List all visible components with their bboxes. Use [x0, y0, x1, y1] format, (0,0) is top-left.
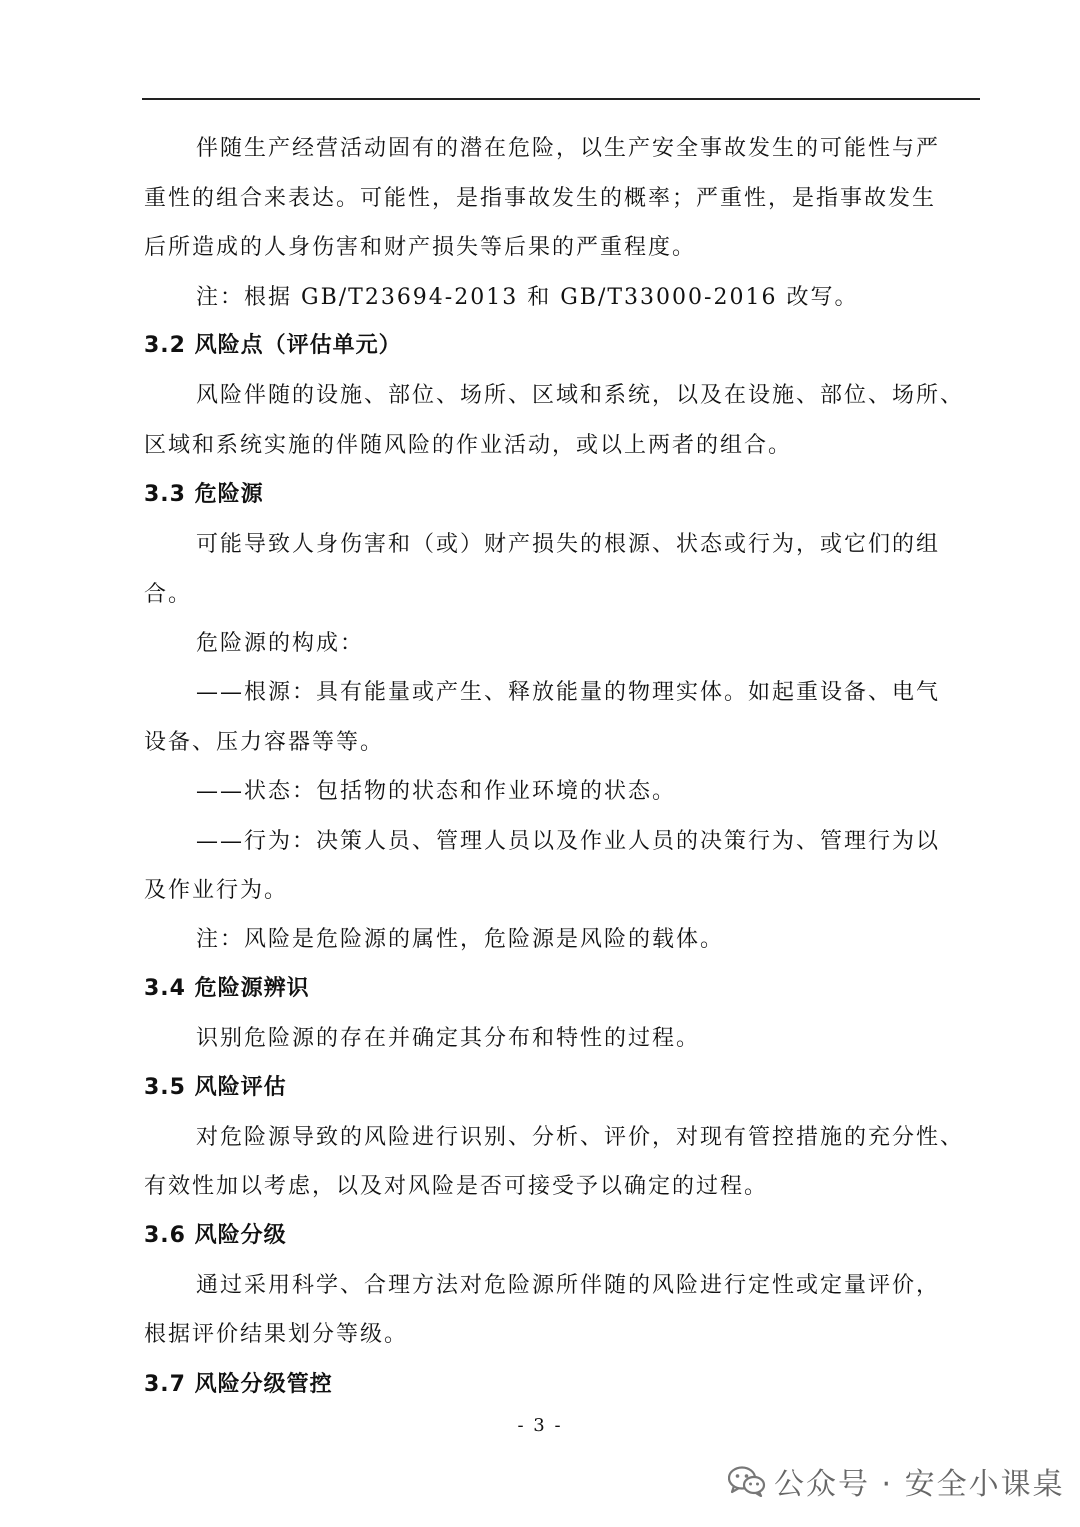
- paragraph-line: 有效性加以考虑，以及对风险是否可接受予以确定的过程。: [144, 1174, 769, 1199]
- wechat-icon: [728, 1465, 766, 1497]
- section-heading: 3.6 风险分级: [144, 1223, 287, 1248]
- section-heading: 3.5 风险评估: [144, 1075, 287, 1100]
- section-heading: 3.7 风险分级管控: [144, 1372, 333, 1397]
- page-number: - 3 -: [517, 1415, 563, 1436]
- note-line: 注：根据 GB/T23694-2013 和 GB/T33000-2016 改写。: [196, 285, 859, 310]
- paragraph-line: 可能导致人身伤害和（或）财产损失的根源、状态或行为，或它们的组: [196, 532, 941, 557]
- section-heading: 3.4 危险源辨识: [144, 976, 310, 1001]
- section-heading: 3.3 危险源: [144, 482, 264, 507]
- paragraph-line: 设备、压力容器等等。: [144, 730, 385, 755]
- paragraph-line: 伴随生产经营活动固有的潜在危险，以生产安全事故发生的可能性与严: [196, 136, 941, 161]
- paragraph-line: 风险伴随的设施、部位、场所、区域和系统，以及在设施、部位、场所、: [196, 383, 965, 408]
- paragraph-line: 及作业行为。: [144, 878, 289, 903]
- paragraph-line: 后所造成的人身伤害和财产损失等后果的严重程度。: [144, 235, 697, 260]
- list-item: ——状态：包括物的状态和作业环境的状态。: [196, 779, 677, 804]
- paragraph-line: 重性的组合来表达。可能性，是指事故发生的概率；严重性，是指事故发生: [144, 186, 937, 211]
- note-line: 注：风险是危险源的属性，危险源是风险的载体。: [196, 927, 725, 952]
- header-rule: [142, 98, 980, 100]
- section-heading: 3.2 风险点（评估单元）: [144, 333, 402, 358]
- watermark-text: 公众号 · 安全小课桌: [774, 1467, 1065, 1502]
- paragraph-line: 危险源的构成：: [196, 631, 365, 656]
- list-item: ——行为：决策人员、管理人员以及作业人员的决策行为、管理行为以: [196, 829, 941, 854]
- paragraph-line: 合。: [144, 582, 193, 607]
- paragraph-line: 对危险源导致的风险进行识别、分析、评价，对现有管控措施的充分性、: [196, 1125, 965, 1150]
- list-item: ——根源：具有能量或产生、释放能量的物理实体。如起重设备、电气: [196, 680, 941, 705]
- paragraph-line: 根据评价结果划分等级。: [144, 1322, 409, 1347]
- paragraph-line: 识别危险源的存在并确定其分布和特性的过程。: [196, 1026, 701, 1051]
- paragraph-line: 通过采用科学、合理方法对危险源所伴随的风险进行定性或定量评价，: [196, 1273, 941, 1298]
- watermark: [728, 1461, 1065, 1501]
- paragraph-line: 区域和系统实施的伴随风险的作业活动，或以上两者的组合。: [144, 433, 793, 458]
